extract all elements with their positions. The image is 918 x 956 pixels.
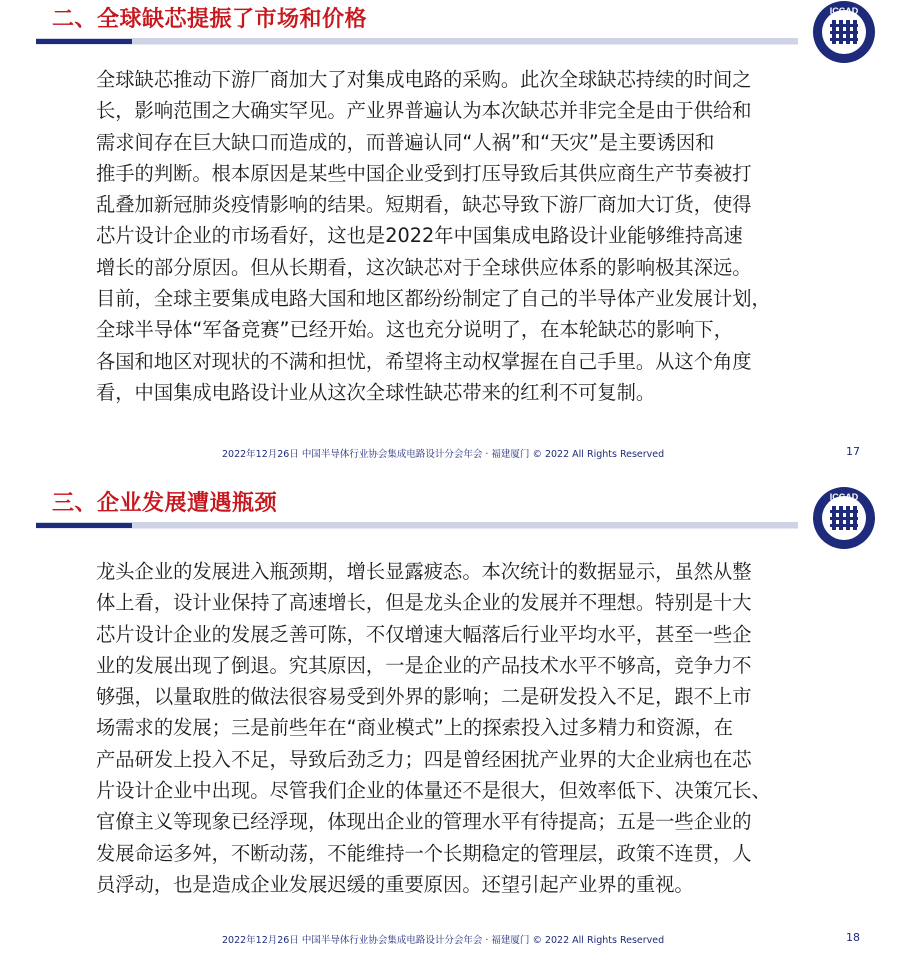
body-line: 业的发展出现了倒退。究其原因，一是企业的产品技术水平不够高，竞争力不 (96, 653, 752, 677)
body-line: 体上看，设计业保持了高速增长，但是龙头企业的发展并不理想。特别是十大 (96, 591, 752, 615)
body-line: 长，影响范围之大确实罕见。产业界普遍认为本次缺芯并非完全是由于供给和 (96, 99, 752, 123)
page-number: 18 (846, 931, 860, 944)
body-line: 全球半导体“军备竞赛”已经开始。这也充分说明了，在本轮缺芯的影响下， (96, 318, 733, 342)
body-line: 乱叠加新冠肺炎疫情影响的结果。短期看，缺芯导致下游厂商加大订货，使得 (96, 193, 752, 217)
slide-18 (0, 478, 918, 956)
footer-text: 2022年12月26日 中国半导体行业协会集成电路设计分会年会 · 福建厦门 © 2022 All Rights Reserved (222, 449, 665, 460)
body-line: 官僚主义等现象已经浮现，体现出企业的管理水平有待提高；五是一些企业的 (96, 810, 752, 834)
title-divider (36, 522, 798, 528)
body-line: 增长的部分原因。但从长期看，这次缺芯对于全球供应体系的影响极其深远。 (96, 255, 752, 279)
body-line: 发展命运多舛，不断动荡，不能维持一个长期稳定的管理层，政策不连贯，人 (96, 841, 752, 865)
body-line: 目前，全球主要集成电路大国和地区都纷纷制定了自己的半导体产业发展计划， (96, 287, 771, 311)
slide-title: 三、企业发展遭遇瓶颈 (52, 491, 278, 516)
body-line: 龙头企业的发展进入瓶颈期，增长显露疲态。本次统计的数据显示，虽然从整 (96, 560, 752, 583)
body-line: 产品研发上投入不足，导致后劲乏力；四是曾经困扰产业界的大企业病也在芯 (96, 747, 752, 771)
body-line: 员浮动，也是造成企业发展迟缓的重要原因。还望引起产业界的重视。 (96, 872, 694, 896)
logo-text: ICCAD (829, 6, 859, 16)
slide-body (96, 556, 832, 900)
title-divider (36, 38, 798, 44)
body-line: 各国和地区对现状的不满和担忧，希望将主动权掌握在自己手里。从这个角度 (96, 349, 752, 373)
body-line: 片设计企业中出现。尽管我们企业的体量还不是很大，但效率低下、决策冗长、 (96, 779, 771, 803)
body-line: 推手的判断。根本原因是某些中国企业受到打压导致后其供应商生产节奏被打 (96, 161, 752, 185)
slide-body (96, 64, 832, 408)
slide-footer (0, 446, 918, 460)
body-line: 够强，以量取胜的做法很容易受到外界的影响；二是研发投入不足，跟不上市 (96, 685, 752, 709)
body-line: 芯片设计企业的发展乏善可陈，不仅增速大幅落后行业平均水平，甚至一些企 (96, 622, 752, 646)
iccad-logo-icon (812, 486, 876, 550)
body-line: 全球缺芯推动下游厂商加大了对集成电路的采购。此次全球缺芯持续的时间之 (96, 68, 752, 91)
iccad-logo-icon (812, 0, 876, 64)
footer-text: 2022年12月26日 中国半导体行业协会集成电路设计分会年会 · 福建厦门 © 2022 All Rights Reserved (222, 935, 665, 946)
slide-title: 二、全球缺芯提振了市场和价格 (52, 7, 368, 32)
page-number: 17 (846, 445, 860, 458)
body-line: 场需求的发展；三是前些年在“商业模式”上的探索投入过多精力和资源，在 (96, 716, 733, 740)
slide-footer (0, 932, 918, 946)
body-line: 看，中国集成电路设计业从这次全球性缺芯带来的红利不可复制。 (96, 380, 656, 404)
logo-text: ICCAD (829, 492, 859, 502)
body-line: 需求间存在巨大缺口而造成的，而普遍认同“人祸”和“天灾”是主要诱因和 (96, 130, 715, 154)
body-line: 芯片设计企业的市场看好，这也是2022年中国集成电路设计业能够维持高速 (96, 224, 743, 248)
